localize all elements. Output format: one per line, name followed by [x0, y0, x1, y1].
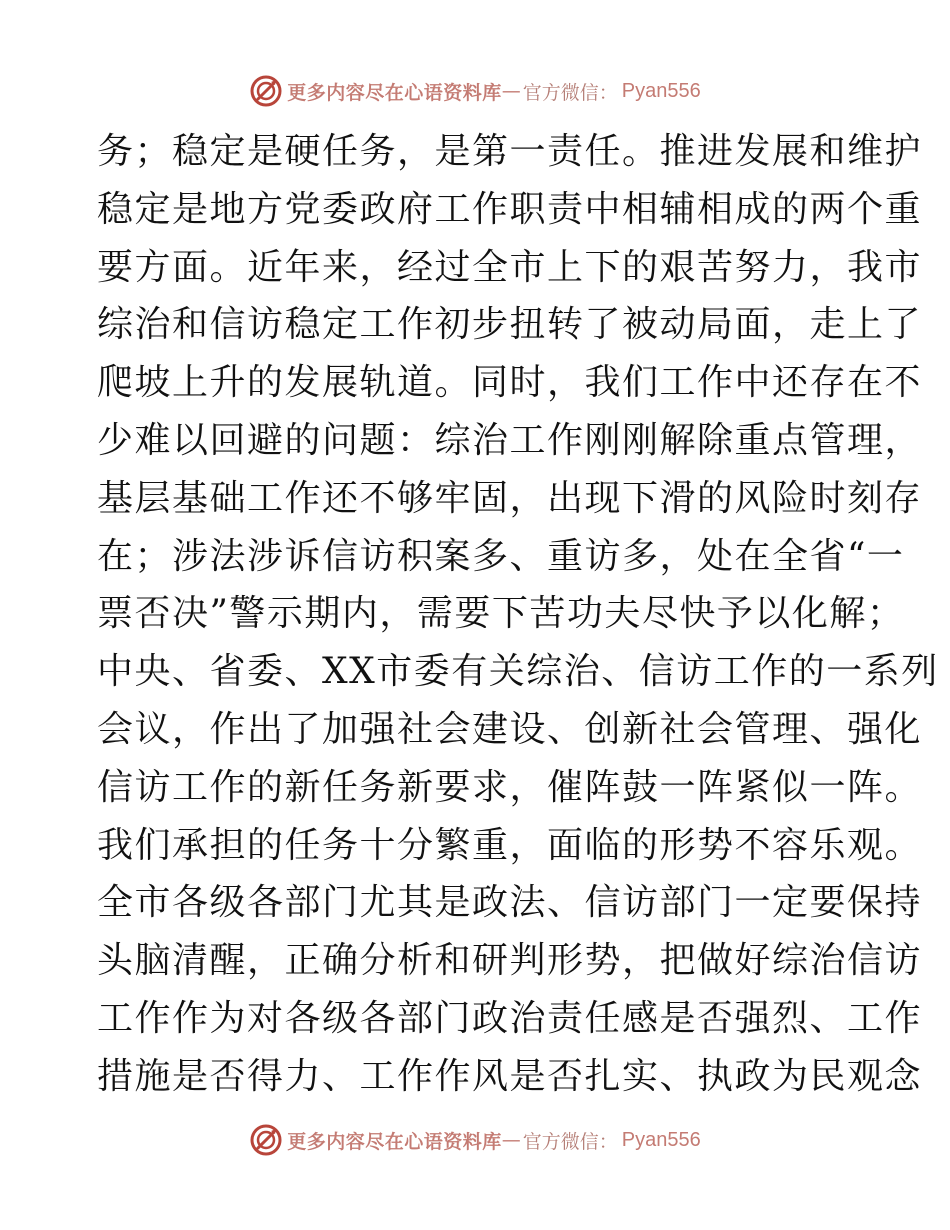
watermark-separator: —	[501, 80, 521, 102]
text-line: 务；稳定是硬任务，是第一责任。推进发展和维护	[97, 131, 923, 172]
watermark-site-text: 更多内容尽在心语资料库	[287, 1130, 502, 1153]
text-line: 少难以回避的问题：综治工作刚刚解除重点管理，	[97, 419, 923, 461]
watermark-wechat-id: Pyan556	[621, 79, 701, 102]
watermark-label: 官方微信：	[522, 1130, 618, 1153]
text-line: 票否决”警示期内，需要下苦功夫尽快予以化解；	[97, 593, 905, 635]
logo-icon	[249, 74, 283, 108]
text-line: 在；涉法涉诉信访积案多、重访多，处在全省“一	[97, 535, 905, 577]
text-line: 要方面。近年来，经过全市上下的艰苦努力，我市	[97, 246, 923, 288]
footer-watermark	[0, 1121, 950, 1159]
header-watermark	[0, 72, 950, 110]
text-line: 我们承担的任务十分繁重，面临的形势不容乐观。	[97, 824, 923, 866]
text-line: 爬坡上升的发展轨道。同时，我们工作中还存在不	[97, 362, 923, 404]
document-body	[97, 123, 939, 1106]
watermark-separator: —	[501, 1129, 521, 1151]
watermark-site-text: 更多内容尽在心语资料库	[287, 81, 502, 104]
text-line: 中央、省委、XX市委有关综治、信访工作的一系列	[97, 651, 939, 693]
logo-icon	[249, 1123, 283, 1157]
text-line: 信访工作的新任务新要求，催阵鼓一阵紧似一阵。	[97, 766, 923, 808]
text-line: 综治和信访稳定工作初步扭转了被动局面，走上了	[97, 304, 923, 346]
text-line: 工作作为对各级各部门政治责任感是否强烈、工作	[97, 997, 923, 1039]
text-line: 基层基础工作还不够牢固，出现下滑的风险时刻存	[97, 477, 923, 519]
text-line: 头脑清醒，正确分析和研判形势，把做好综治信访	[97, 940, 923, 982]
text-line: 全市各级各部门尤其是政法、信访部门一定要保持	[97, 882, 923, 924]
text-line: 措施是否得力、工作作风是否扎实、执政为民观念	[97, 1055, 923, 1097]
text-line: 会议，作出了加强社会建设、创新社会管理、强化	[97, 708, 923, 750]
watermark-label: 官方微信：	[522, 81, 618, 104]
watermark-wechat-id: Pyan556	[621, 1128, 701, 1151]
text-line: 稳定是地方党委政府工作职责中相辅相成的两个重	[97, 188, 923, 230]
